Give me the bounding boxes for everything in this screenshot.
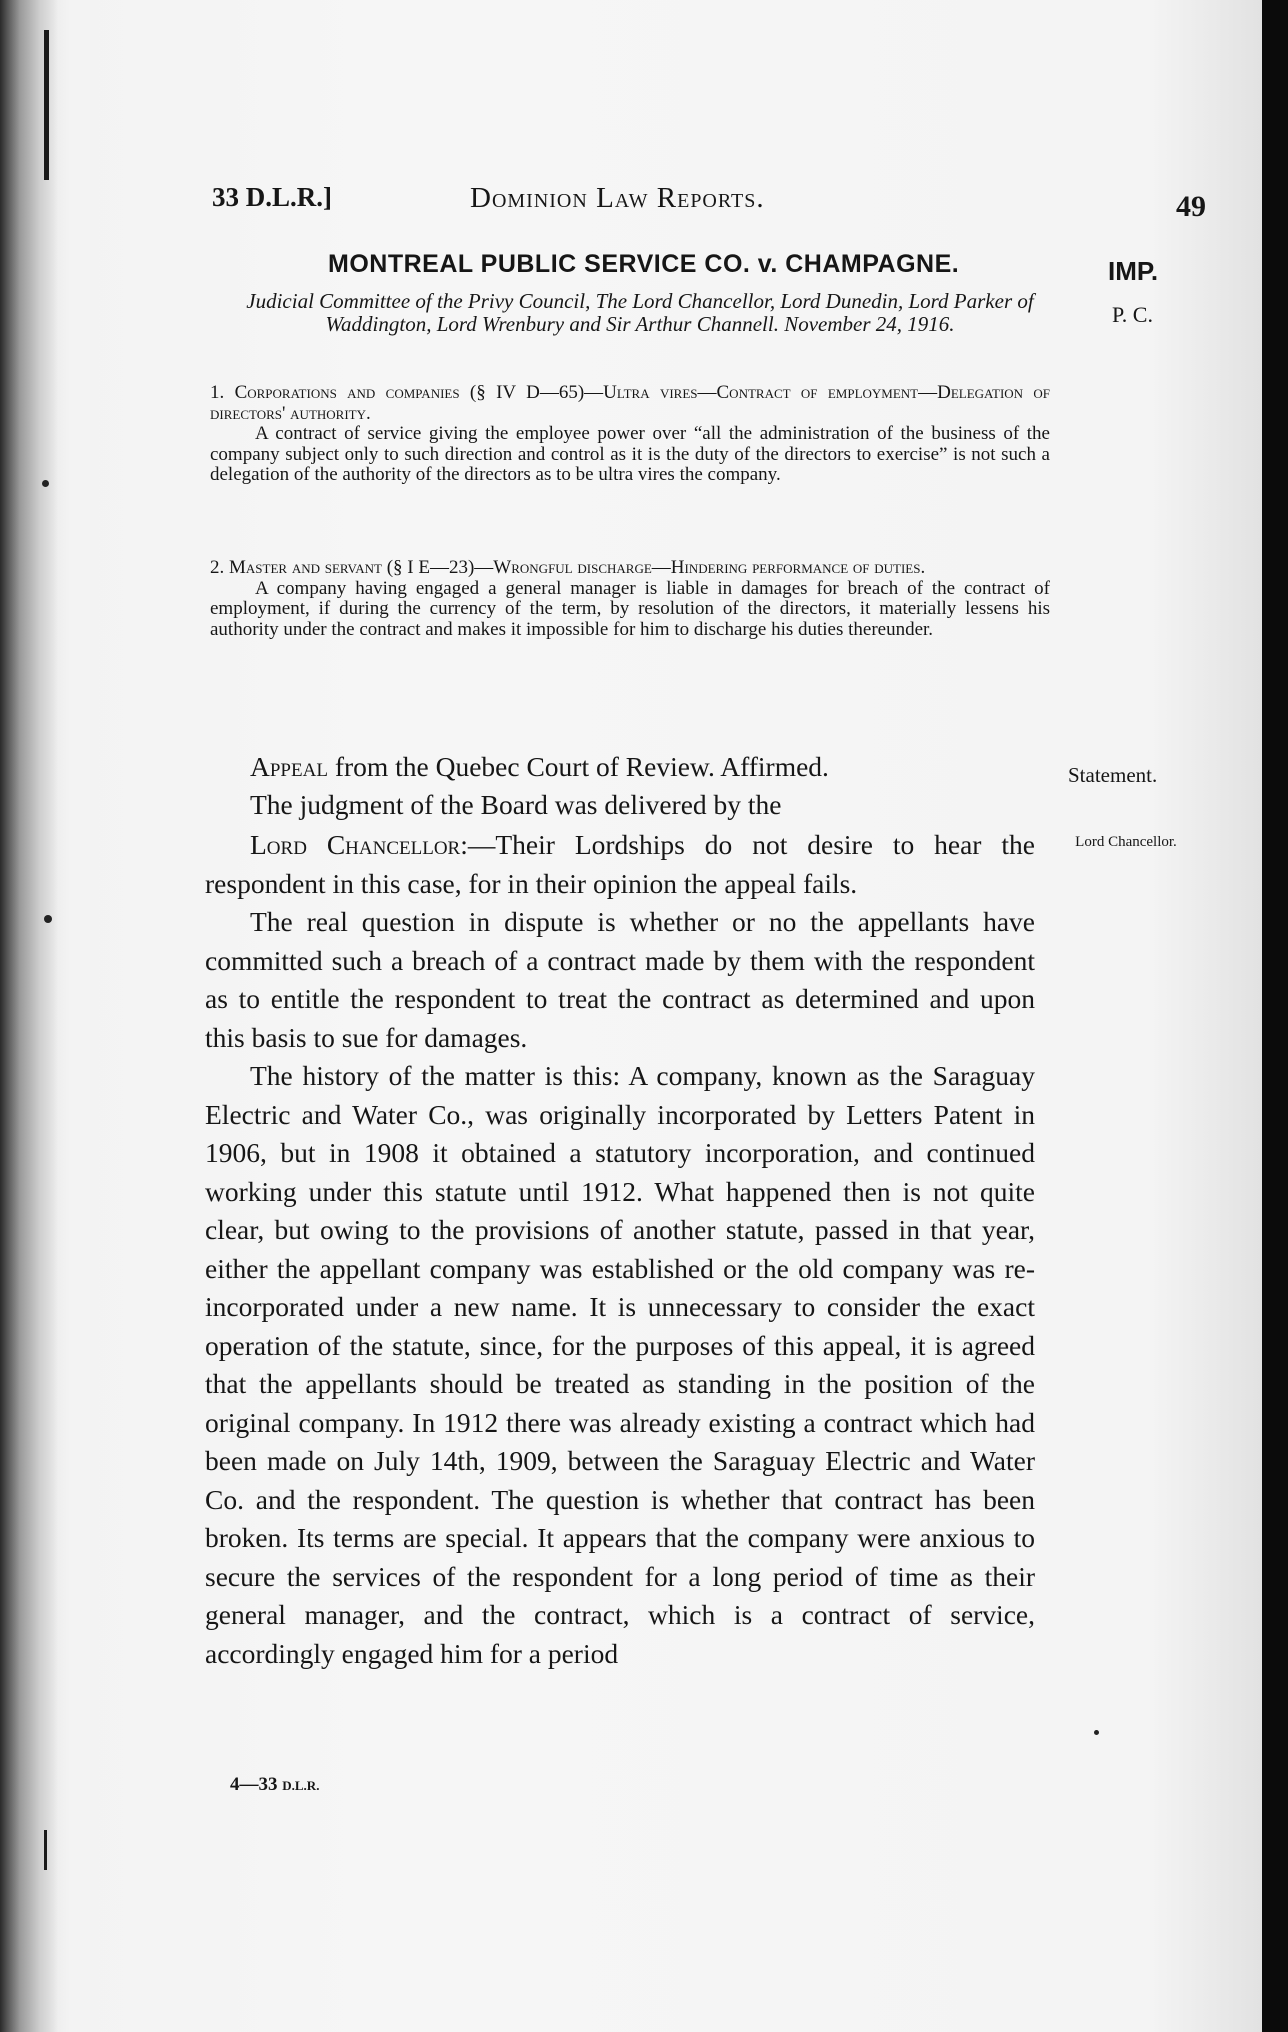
margin-lord-chancellor: Lord Chancellor. [1075, 834, 1177, 850]
lord-chancellor-lead: Lord Chancellor: [250, 829, 468, 860]
binding-mark [44, 30, 49, 180]
appeal-rest: from the Quebec Court of Review. Affirmed. [334, 751, 829, 782]
headnote-2 [210, 558, 1050, 640]
signature-abbr: D.L.R. [282, 1778, 320, 1793]
headnote-1-text: A contract of service giving the employee power over “all the administration of the business of the company subject only to such direction and control as it is the duty of the directors to exercise” is not such a delegation of the authority of the directors as to be ultra vires the company. [210, 423, 1050, 485]
page-number: 49 [1176, 190, 1206, 223]
court-line: Judicial Committee of the Privy Council, The Lord Chancellor, Lord Dunedin, Lord Parker of Waddington, Lord Wrenbury and Sir Arthur Channell. November 24, 1916. [246, 289, 1034, 336]
headnote-1-catchwords: 1. Corporations and companies (§ IV D—65)—Ultra vires—Contract of employment—Delegation of directors' authority. [210, 382, 1050, 424]
headnote-2-text: A company having engaged a general manager is liable in damages for breach of the contract of employment, if during the currency of the term, by resolution of the directors, it materially lessens his authority under the contract and makes it impossible for him to discharge his duties thereunder. [210, 577, 1050, 640]
board-line: The judgment of the Board was delivered by the [250, 789, 782, 820]
paragraph-history: The history of the matter is this: A company, known as the Saraguay Electric and Water Co., was originally incorporated by Letters Patent in 1906, but in 1908 it obtained a statutory incorporation, and continued working under this statute until 1912. What happened then is not quite clear, but owing to the provisions of another statute, passed in that year, either the appellant company was established or the old company was re-incorporated under a new name. It is unnecessary to consider the exact operation of the statute, since, for the purposes of this appeal, it is agreed that the appellants should be treated as standing in the position of the original company. In 1912 there was already existing a contract which had been made on July 14th, 1909, between the Saraguay Electric and Water Co. and the respondent. The question is whether that contract has been broken. Its terms are special. It appears that the company were anxious to secure the services of the respondent for a long period of time as their general manager, and the contract, which is a contract of service, accordingly engaged him for a period [205, 1060, 1035, 1669]
lord-chancellor-paragraph [205, 826, 1035, 903]
paper-speck [1094, 1730, 1099, 1735]
appeal-lead: Appeal [250, 751, 328, 782]
binding-shadow [0, 0, 58, 2032]
binding-mark [44, 1830, 47, 1870]
paragraph-question: The real question in dispute is whether or no the appellants have committed such a breach of a contract made by them with the respondent as to entitle the respondent to treat the contract as determined and upon this basis to sue for damages. [205, 906, 1035, 1053]
lord-chancellor-text: —Their Lordships do not desire to hear the respondent in this case, for in their opinion the appeal fails. [205, 829, 1035, 899]
running-head-title: Dominion Law Reports. [470, 182, 765, 214]
appeal-line [205, 748, 1035, 787]
margin-pc: P. C. [1112, 302, 1153, 327]
headnote-1 [210, 383, 1050, 486]
signature-mark [230, 1774, 319, 1796]
paper-speck [44, 915, 52, 923]
case-title: MONTREAL PUBLIC SERVICE CO. v. CHAMPAGNE. [328, 250, 960, 278]
headnote-2-catchwords: 2. Master and servant (§ I E—23)—Wrongful discharge—Hindering performance of duties. [210, 557, 926, 578]
margin-imp: IMP. [1108, 256, 1159, 286]
margin-statement: Statement. [1068, 763, 1158, 787]
signature-number: 4—33 [230, 1774, 278, 1795]
running-head-volume: 33 D.L.R.] [212, 182, 332, 212]
paper-speck [42, 480, 49, 487]
